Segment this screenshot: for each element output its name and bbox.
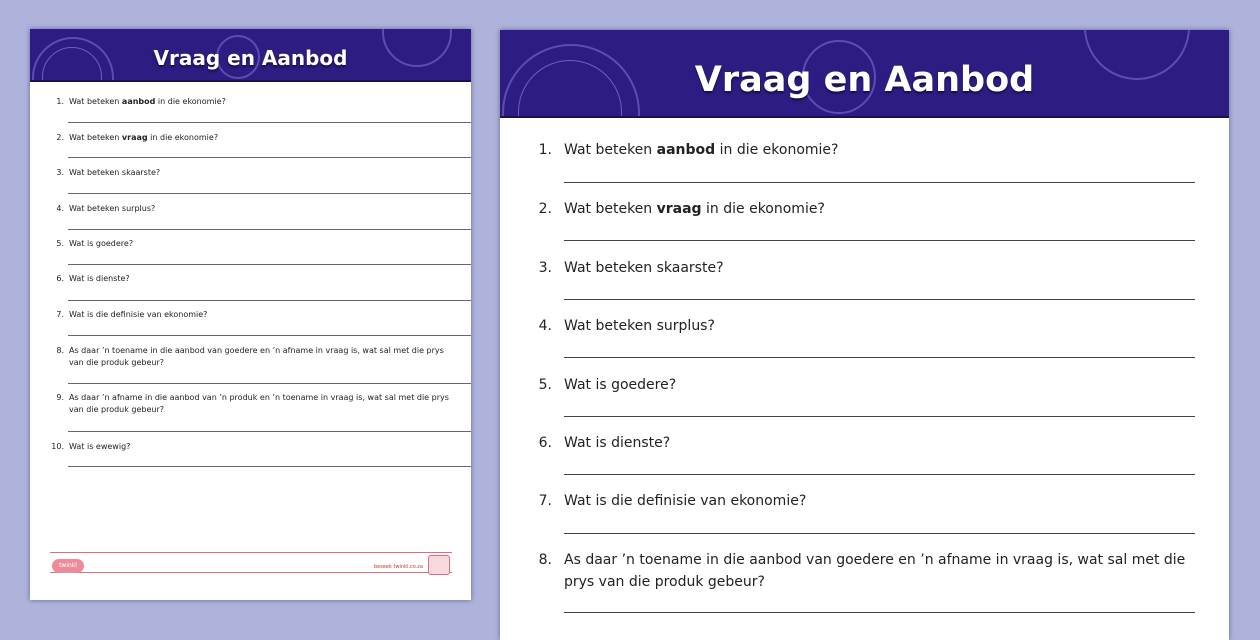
answer-line[interactable]: [68, 466, 471, 467]
question-keyword: aanbod: [656, 142, 716, 158]
question-number: 4.: [56, 204, 64, 213]
answer-line[interactable]: [564, 416, 1195, 417]
footer-divider: [50, 572, 452, 573]
question-number: 10.: [51, 442, 64, 451]
question-number: 7.: [538, 493, 552, 509]
question-text: As daar ’n afname in die aanbod van ’n produk en ’n toename in vraag is, wat sal met die prys van die produk gebeur?: [69, 393, 449, 414]
question-text: Wat beteken vraag in die ekonomie?: [69, 133, 219, 142]
question-text: Wat beteken surplus?: [564, 318, 715, 334]
question-number: 1.: [56, 97, 64, 106]
question-text: Wat is die definisie van ekonomie?: [69, 310, 208, 319]
question-number: 2.: [538, 201, 552, 217]
answer-line[interactable]: [68, 300, 471, 301]
question-text: Wat beteken aanbod in die ekonomie?: [564, 142, 839, 158]
answer-line[interactable]: [564, 357, 1195, 358]
question-number: 5.: [56, 239, 64, 248]
question-number: 4.: [538, 318, 552, 334]
worksheet-header-banner: [500, 30, 1229, 118]
answer-line[interactable]: [564, 474, 1195, 475]
question-number: 2.: [56, 133, 64, 142]
question-text: As daar ’n toename in die aanbod van goedere en ’n afname in vraag is, wat sal met die prys van die produk gebeur?: [564, 552, 1186, 590]
question-keyword: vraag: [121, 133, 148, 142]
answer-line[interactable]: [68, 157, 471, 158]
worksheet-header-banner: [30, 29, 471, 82]
answer-line[interactable]: [68, 193, 471, 194]
question-number: 6.: [538, 435, 552, 451]
question-number: 9.: [56, 393, 64, 402]
question-text: Wat beteken surplus?: [69, 204, 156, 213]
answer-line[interactable]: [564, 299, 1195, 300]
question-text: Wat beteken vraag in die ekonomie?: [564, 201, 825, 217]
answer-line[interactable]: [564, 240, 1195, 241]
question-number: 3.: [538, 260, 552, 276]
footer-badge-icon: [428, 555, 450, 575]
question-keyword: aanbod: [121, 97, 156, 106]
question-number: 6.: [56, 274, 64, 283]
question-number: 1.: [538, 142, 552, 158]
footer-url: beseek twinkl.co.za: [374, 564, 423, 570]
question-text: Wat is ewewig?: [69, 442, 131, 451]
answer-line[interactable]: [68, 229, 471, 230]
worksheet-title: Vraag en Aanbod: [153, 46, 348, 70]
answer-line[interactable]: [68, 431, 471, 432]
question-text: Wat beteken skaarste?: [69, 168, 161, 177]
question-text: Wat is dienste?: [564, 435, 671, 451]
answer-line[interactable]: [564, 533, 1195, 534]
question-number: 7.: [56, 310, 64, 319]
question-number: 3.: [56, 168, 64, 177]
answer-line[interactable]: [68, 335, 471, 336]
question-text: As daar ’n toename in die aanbod van goedere en ’n afname in vraag is, wat sal met die prys van die produk gebeur?: [69, 346, 444, 367]
worksheet-title: Vraag en Aanbod: [694, 60, 1035, 100]
question-keyword: vraag: [656, 201, 702, 217]
answer-line[interactable]: [564, 612, 1195, 613]
question-text: Wat beteken aanbod in die ekonomie?: [69, 97, 226, 106]
question-number: 8.: [56, 346, 64, 355]
question-text: Wat is die definisie van ekonomie?: [564, 493, 807, 509]
answer-line[interactable]: [68, 122, 471, 123]
worksheet-zoomed: [500, 30, 1229, 640]
question-text: Wat is goedere?: [69, 239, 134, 248]
answer-line[interactable]: [68, 383, 471, 384]
answer-line[interactable]: [564, 182, 1195, 183]
footer-divider: [50, 552, 452, 553]
question-number: 8.: [538, 552, 552, 568]
twinkl-logo: twinkl: [52, 559, 84, 573]
question-text: Wat beteken skaarste?: [564, 260, 724, 276]
question-number: 5.: [538, 377, 552, 393]
worksheet-thumbnail: [30, 29, 471, 600]
answer-line[interactable]: [68, 264, 471, 265]
question-text: Wat is goedere?: [564, 377, 677, 393]
question-text: Wat is dienste?: [69, 274, 130, 283]
